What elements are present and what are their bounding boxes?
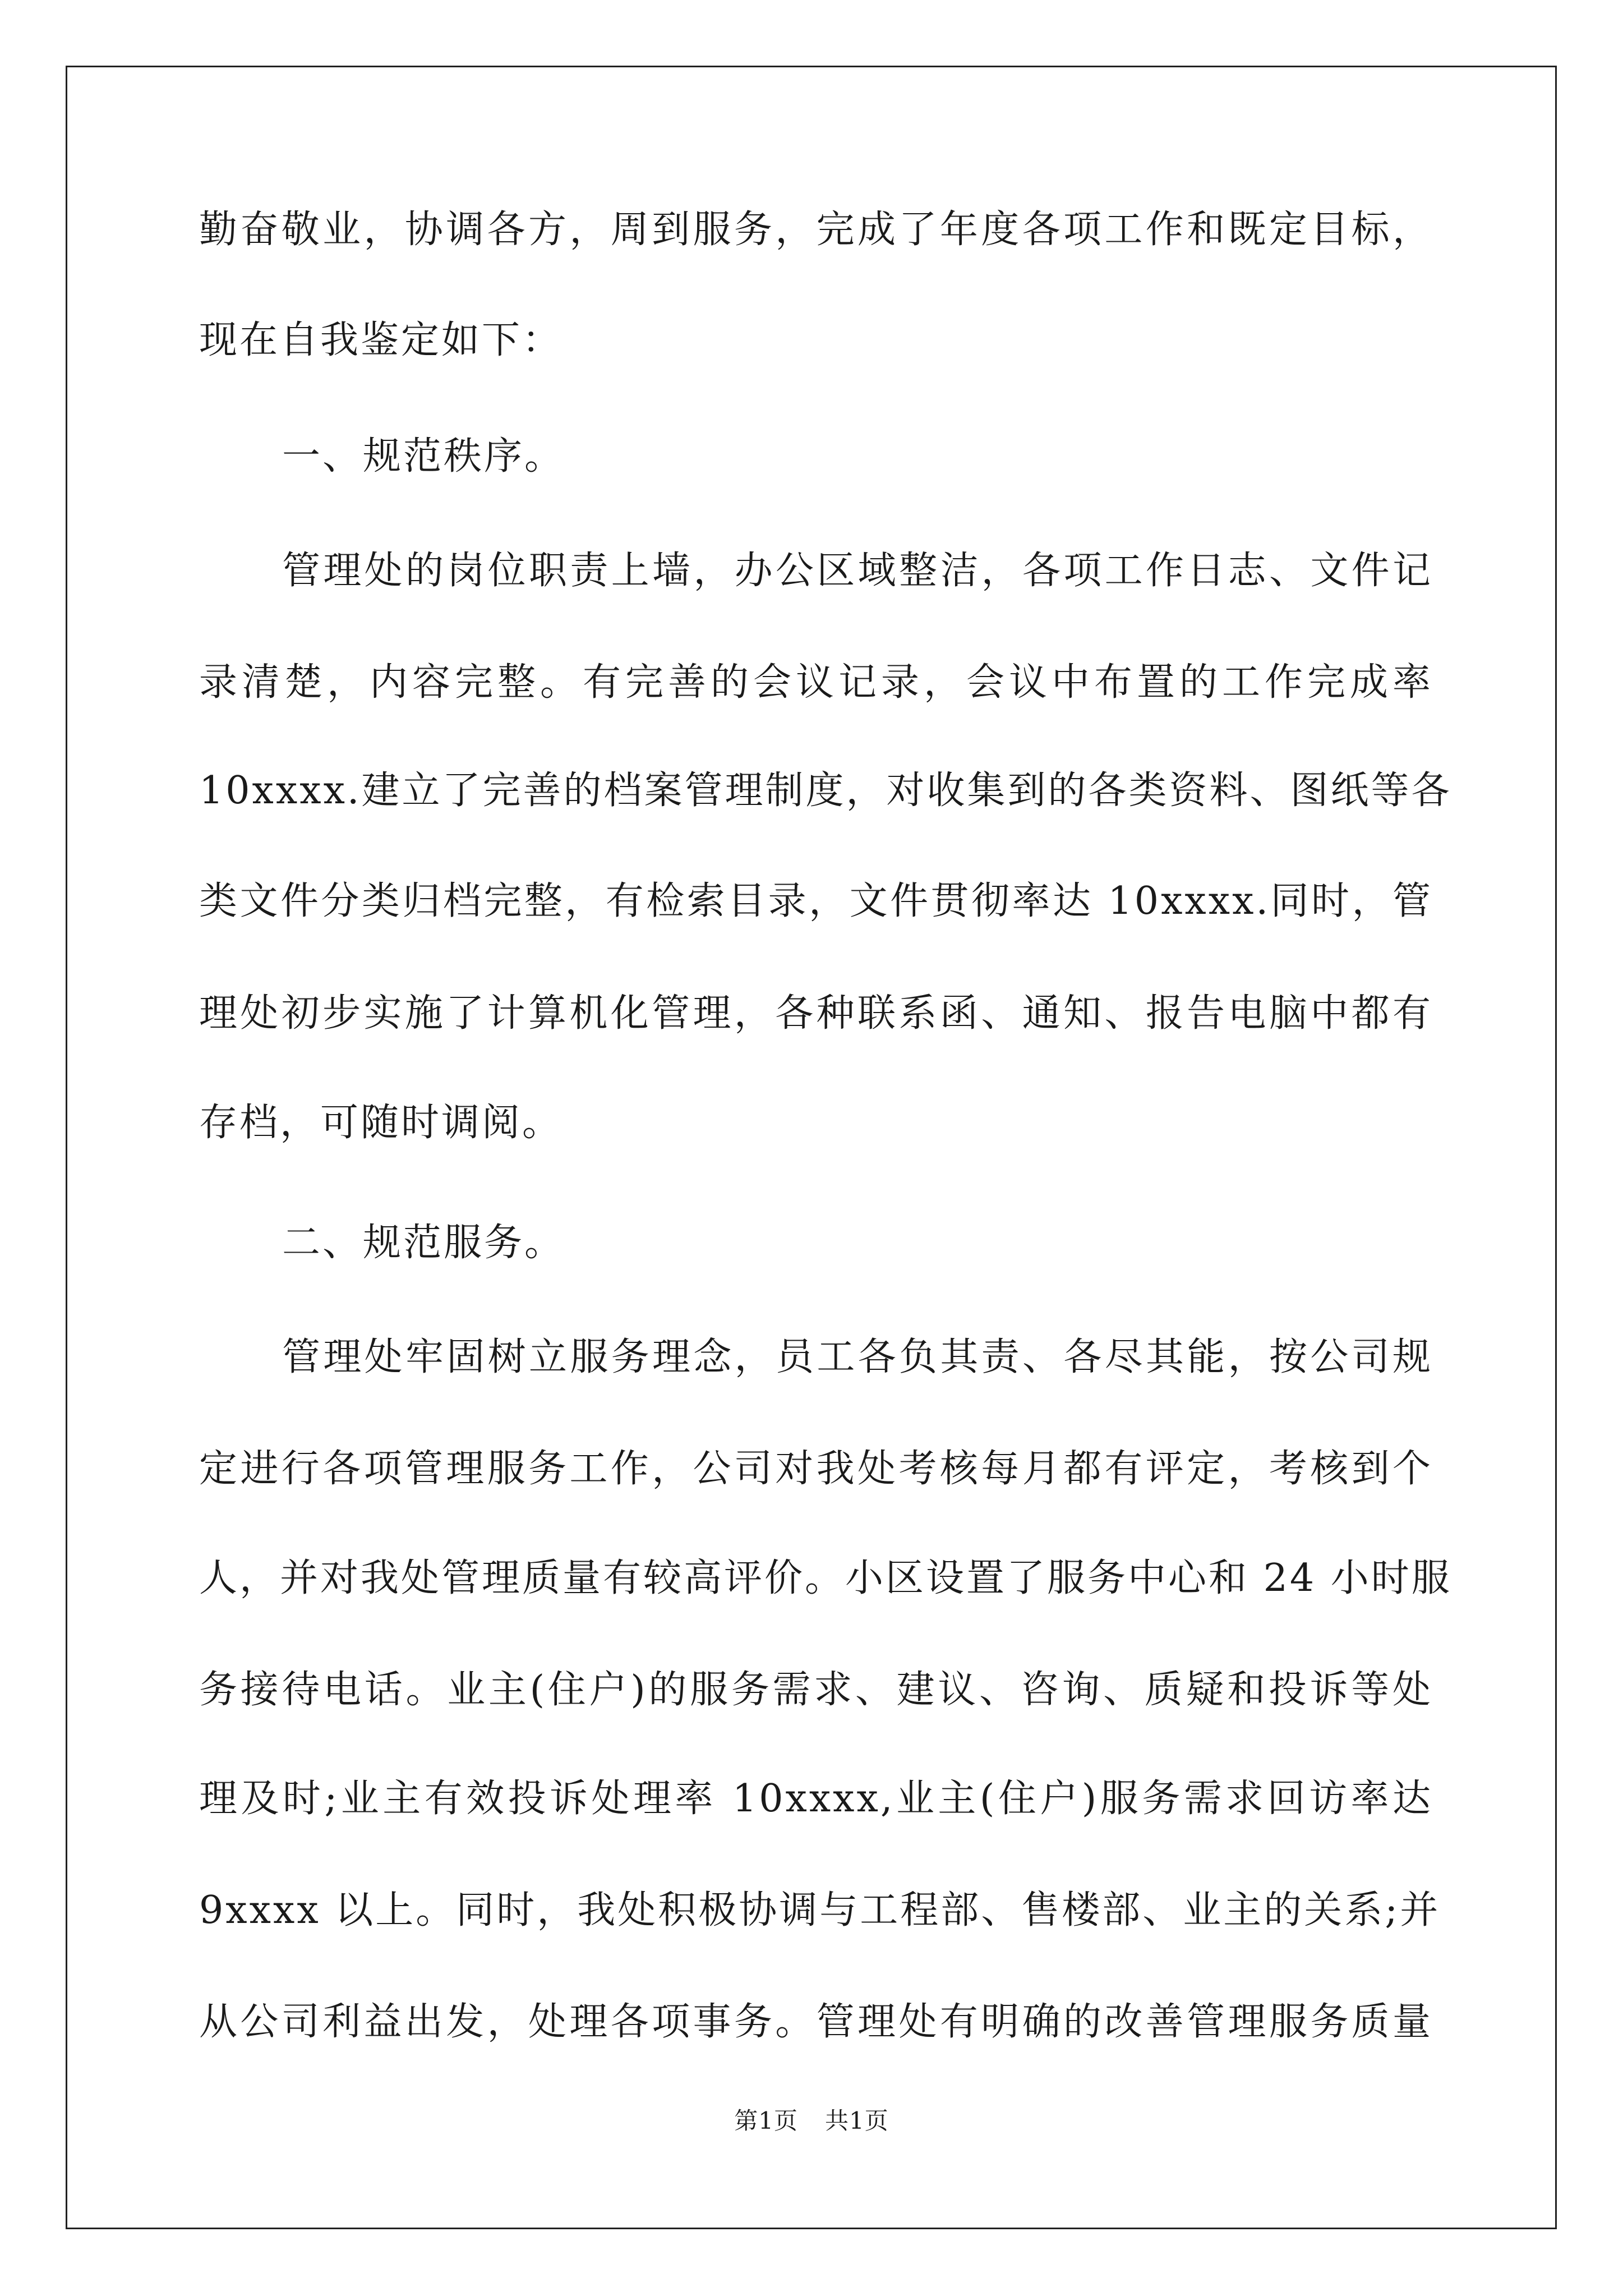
text-line: 人，并对我处管理质量有较高评价。小区设置了服务中心和 24 小时服 (199, 1556, 1452, 1600)
text-line: 存档，可随时调阅。 (199, 1101, 563, 1145)
section-heading: 一、规范秩序。 (282, 434, 565, 478)
text-line: 勤奋敬业，协调各方，周到服务，完成了年度各项工作和既定目标， (199, 208, 1433, 252)
text-line: 10xxxx.建立了完善的档案管理制度，对收集到的各类资料、图纸等各 (199, 769, 1452, 813)
section-heading: 二、规范服务。 (282, 1221, 565, 1265)
text-line: 管理处牢固树立服务理念，员工各负其责、各尽其能，按公司规 (282, 1335, 1433, 1379)
page-footer (0, 2106, 1623, 2136)
text-line: 9xxxx 以上。同时，我处积极协调与工程部、售楼部、业主的关系;并 (199, 1888, 1441, 1932)
page-number-total: 共1页 (825, 2107, 889, 2134)
text-line: 管理处的岗位职责上墙，办公区域整洁，各项工作日志、文件记 (282, 549, 1433, 593)
page-number-current: 第1页 (734, 2107, 798, 2134)
text-line: 从公司利益出发，处理各项事务。管理处有明确的改善管理服务质量 (199, 2000, 1433, 2044)
text-line: 类文件分类归档完整，有检索目录，文件贯彻率达 10xxxx.同时，管 (199, 879, 1433, 923)
text-line: 现在自我鉴定如下： (199, 318, 563, 362)
text-line: 理及时;业主有效投诉处理率 10xxxx,业主(住户)服务需求回访率达 (199, 1777, 1433, 1821)
text-line: 录清楚，内容完整。有完善的会议记录，会议中布置的工作完成率 (199, 660, 1433, 705)
text-line: 理处初步实施了计算机化管理，各种联系函、通知、报告电脑中都有 (199, 991, 1433, 1036)
text-line: 定进行各项管理服务工作，公司对我处考核每月都有评定，考核到个 (199, 1447, 1433, 1491)
text-line: 务接待电话。业主(住户)的服务需求、建议、咨询、质疑和投诉等处 (199, 1668, 1433, 1712)
